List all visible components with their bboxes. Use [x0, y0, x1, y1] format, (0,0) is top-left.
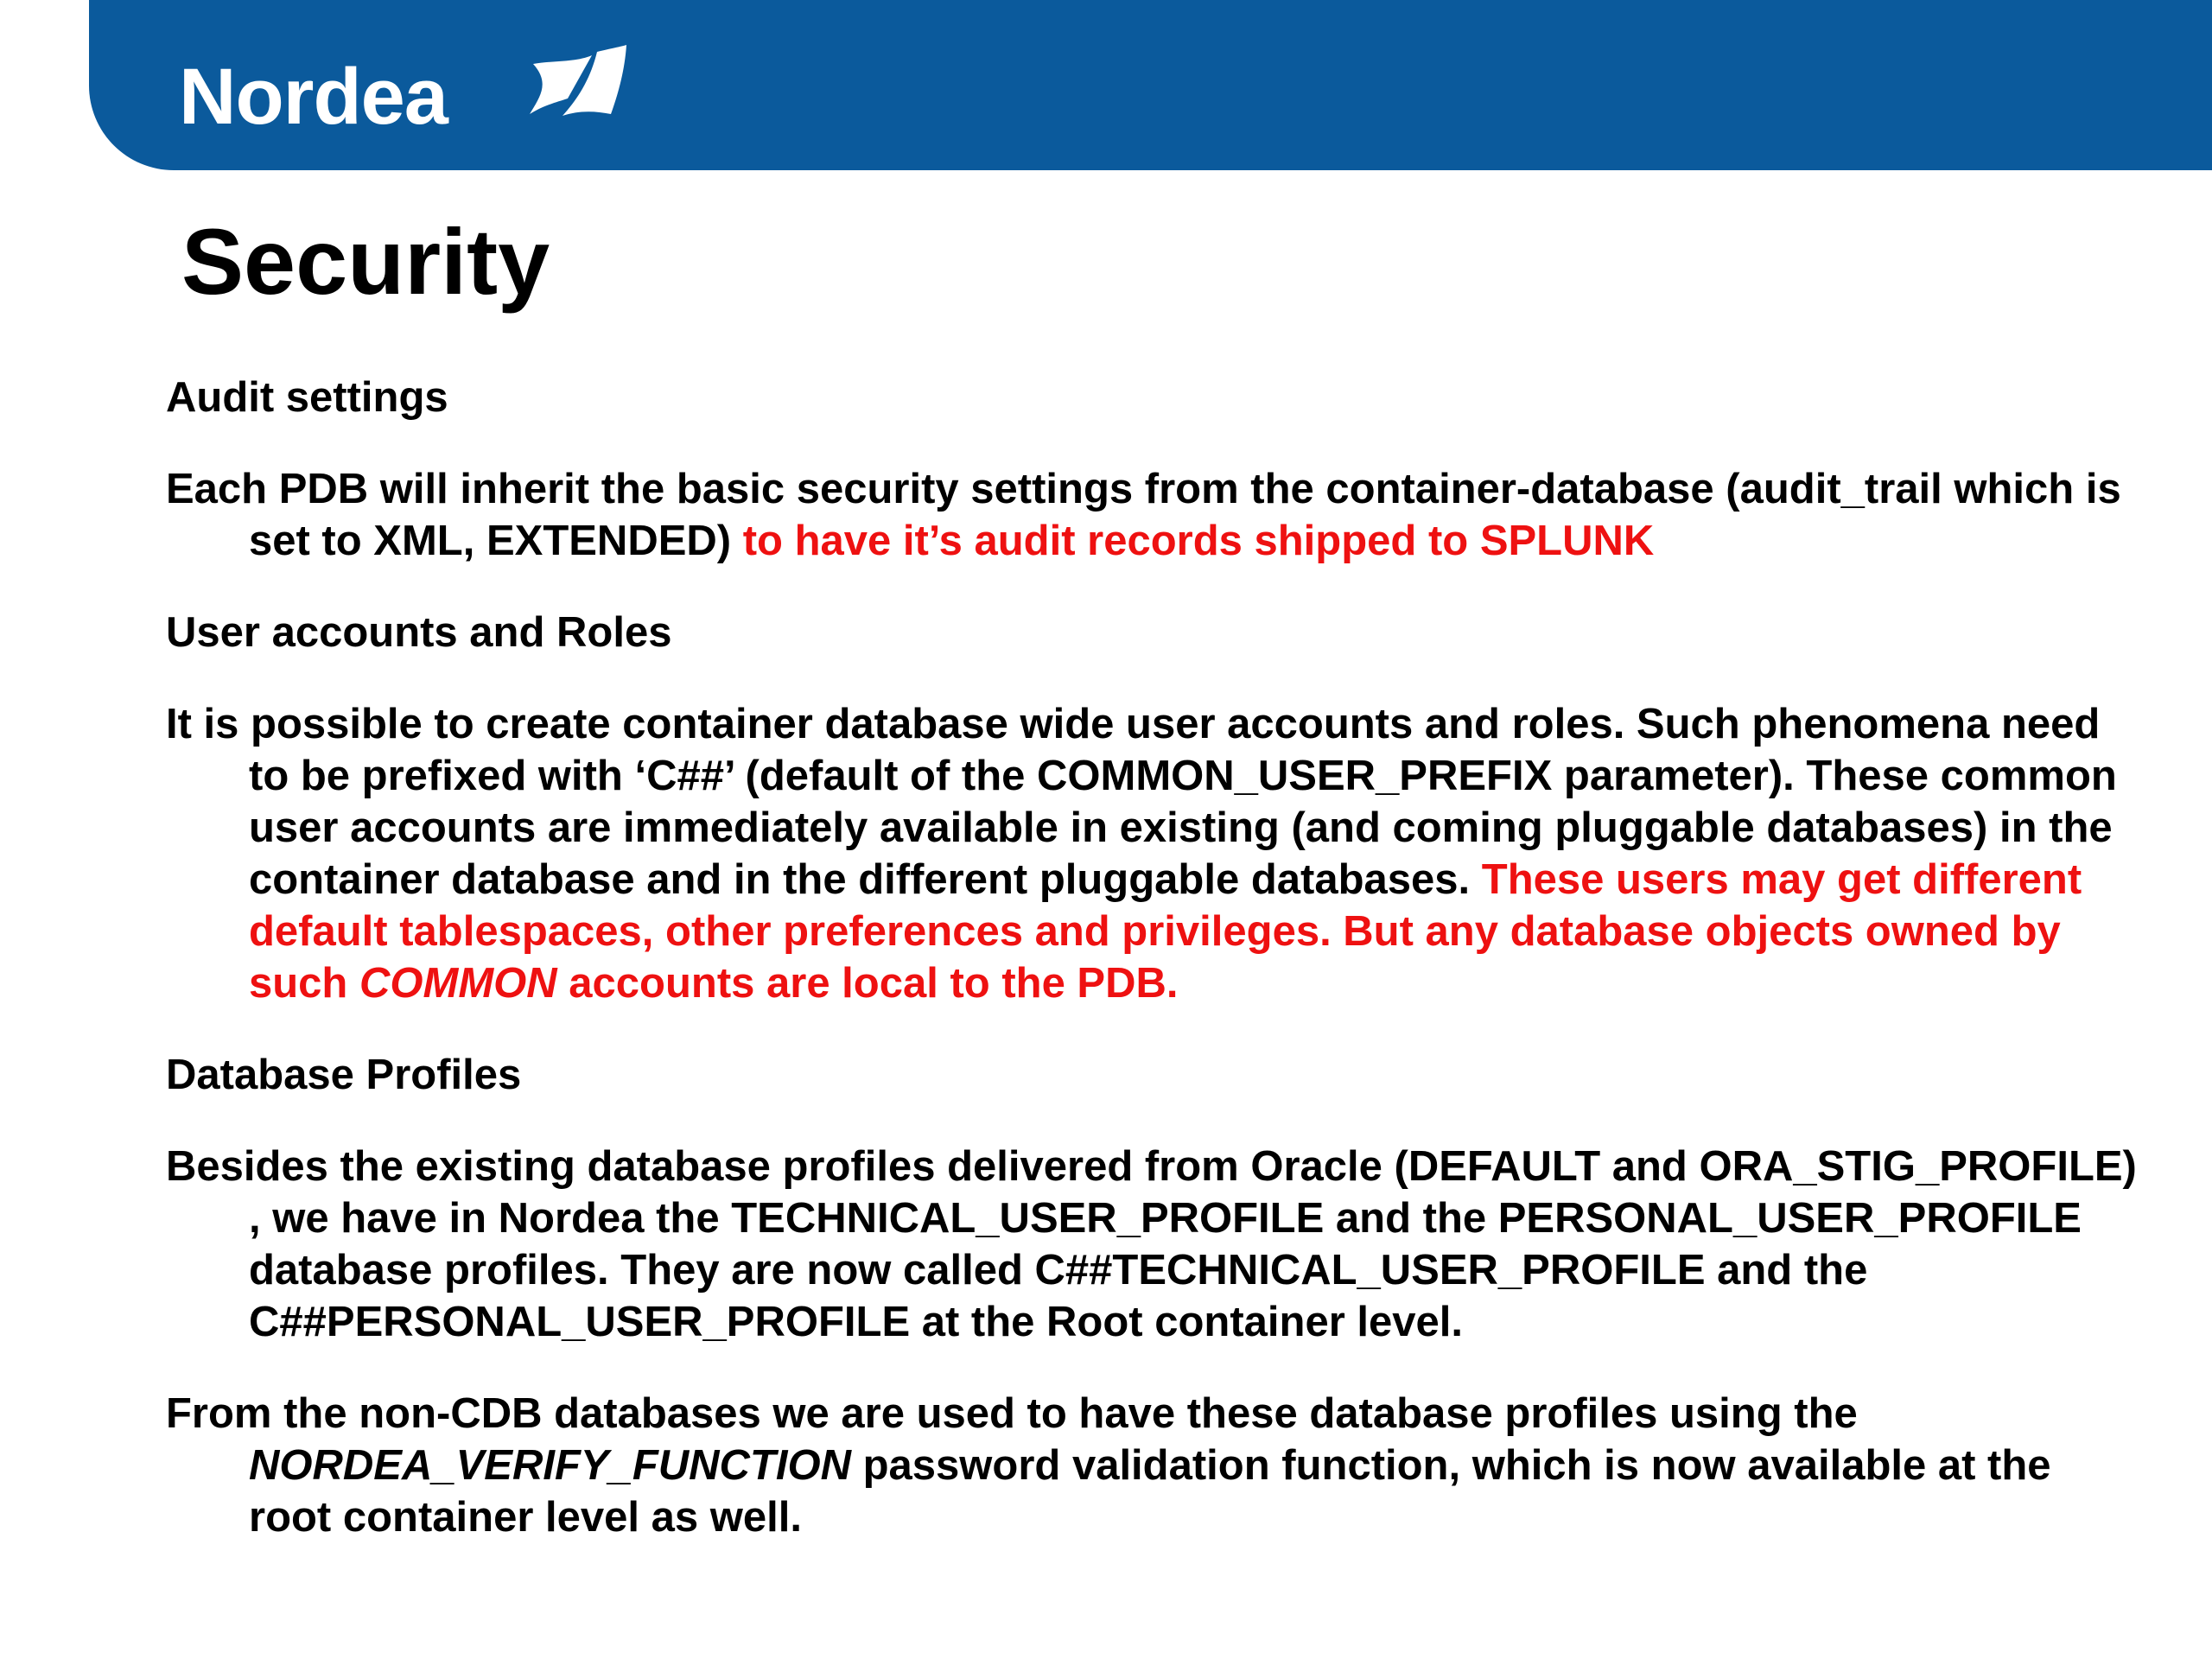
paragraph-profiles-1	[166, 1141, 2145, 1348]
sail-icon	[528, 45, 628, 128]
nordea-logo	[179, 45, 628, 149]
slide-content	[166, 372, 2145, 1583]
profiles-verify-function: NORDEA_VERIFY_FUNCTION	[249, 1442, 851, 1489]
users-highlight-common: COMMON	[359, 960, 557, 1007]
paragraph-user-accounts	[166, 698, 2145, 1009]
users-highlight-a: These users may get different default tablespaces, other preferences and privileges. But any database objects owned by such	[249, 856, 2082, 1007]
profiles-text-2a: From the non-CDB databases we are used to have these database profiles using the	[166, 1390, 1858, 1437]
audit-text: Each PDB will inherit the basic security settings from the container-database (audit_trail which is set to XML, EXTENDED)	[166, 466, 2121, 564]
heading-audit-settings: Audit settings	[166, 374, 448, 421]
users-highlight-b: accounts are local to the PDB.	[569, 960, 1179, 1007]
audit-highlight: to have it’s audit records shipped to SPLUNK	[742, 518, 1655, 564]
profiles-text-2b: password validation function, which is now available at the root container level as well.	[249, 1442, 2051, 1541]
users-text: It is possible to create container database wide user accounts and roles. Such phenomena need to be prefixed with ‘C##’ (default of the COMMON_USER_PREFIX parameter). These common user accounts are immediately available in existing (and coming pluggable databases) in the container database and in the different pluggable databases.	[166, 701, 2117, 903]
slide-title: Security	[181, 209, 550, 314]
paragraph-profiles-2	[166, 1388, 2145, 1543]
profiles-text-1: Besides the existing database profiles delivered from Oracle (DEFAULT and ORA_STIG_PROFILE) , we have in Nordea the TECHNICAL_USER_PROFILE and the PERSONAL_USER_PROFILE database profiles. They are now called C##TECHNICAL_USER_PROFILE and the C##PERSONAL_USER_PROFILE at the Root container level.	[166, 1143, 2137, 1345]
logo-wordmark: Nordea	[179, 53, 448, 141]
heading-database-profiles: Database Profiles	[166, 1052, 522, 1098]
heading-user-accounts: User accounts and Roles	[166, 609, 672, 656]
paragraph-audit	[166, 463, 2145, 567]
